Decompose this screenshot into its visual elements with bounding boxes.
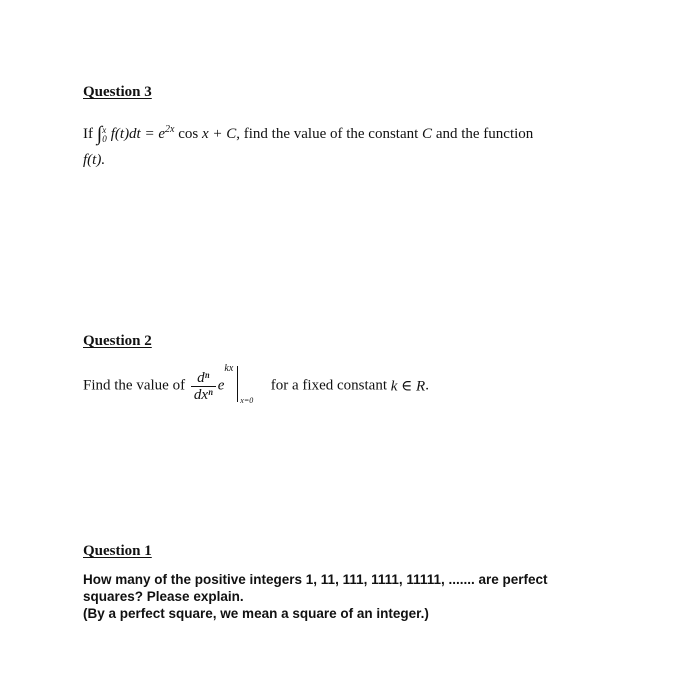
integrand: f(t)dt (110, 126, 141, 142)
exp-base: e (217, 377, 225, 394)
fraction-denominator: dxⁿ (193, 386, 213, 403)
q2-prefix: Find the value of (83, 377, 186, 394)
question-1-line-3: (By a perfect square, we mean a square of an integer.) (83, 606, 429, 621)
equals-e: = e (144, 126, 166, 142)
x-plus-c: x + C (201, 126, 237, 142)
question-2-line (83, 363, 429, 406)
q3-text-mid: , find the value of the constant (236, 126, 419, 142)
question-3-line-1 (83, 121, 533, 144)
q3-text-end: and the function (435, 126, 534, 142)
question-1-heading: Question 1 (83, 543, 152, 559)
q2-suffix: for a fixed constant (270, 377, 387, 394)
q3-if: If (83, 126, 93, 142)
cos-function: cos (178, 126, 199, 142)
question-2-heading: Question 2 (83, 333, 152, 349)
constant-c: C (422, 126, 433, 142)
derivative-fraction (191, 370, 216, 403)
q2-period: . (425, 377, 429, 394)
integral-lower-limit: 0 (102, 133, 107, 144)
k-in-r: k ∈ R (390, 378, 426, 395)
evaluation-bar (235, 366, 254, 406)
exponent-kx: kx (224, 363, 234, 375)
question-1-line-2: squares? Please explain. (83, 589, 244, 604)
integral-symbol: ∫ (96, 123, 103, 145)
question-1-line-1: How many of the positive integers 1, 11, 111, 1111, 11111, ....... are perfect (83, 572, 548, 587)
question-3-heading: Question 3 (83, 84, 152, 100)
fraction-numerator: dⁿ (191, 370, 216, 387)
exponent-2x: 2x (165, 124, 175, 135)
question-3-line-2: f(t). (83, 152, 106, 168)
evaluation-point: x=0 (240, 396, 254, 405)
question-1-body (83, 571, 643, 622)
integral-upper-limit: x (102, 124, 107, 135)
